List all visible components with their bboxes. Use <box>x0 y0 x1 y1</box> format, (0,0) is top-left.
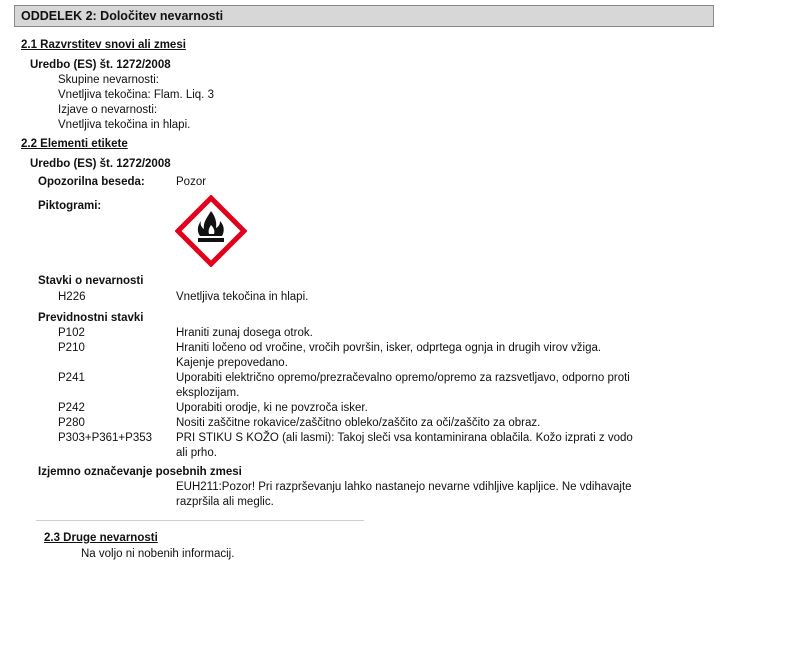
section-2-3-heading: 2.3 Druge nevarnosti <box>44 532 158 544</box>
section-divider <box>36 520 364 521</box>
pictograms-label: Piktogrami: <box>38 200 102 212</box>
precautionary-text: Hraniti ločeno od vročine, vročih površin, isker, odprtega ognja in drugih virov vžiga. <box>176 342 602 354</box>
section-2-2-heading: 2.2 Elementi etikete <box>21 138 128 150</box>
precautionary-code: P303+P361+P353 <box>58 432 153 444</box>
s22-regulation: Uredbo (ES) št. 1272/2008 <box>30 158 171 170</box>
precautionary-heading: Previdnostni stavki <box>38 312 144 324</box>
precautionary-text: Nositi zaščitne rokavice/zaščitno obleko/zaščito za oči/zaščito za obraz. <box>176 417 541 429</box>
section-header: ODDELEK 2: Določitev nevarnosti <box>14 5 714 27</box>
precautionary-text: Uporabiti orodje, ki ne povzroča isker. <box>176 402 368 414</box>
flame-ghs02-icon <box>175 195 247 267</box>
signal-word-label: Opozorilna beseda: <box>38 176 145 188</box>
precautionary-text: ali prho. <box>176 447 217 459</box>
precautionary-code: P210 <box>58 342 85 354</box>
precautionary-code: P241 <box>58 372 85 384</box>
s21-hazard-statement-value: Vnetljiva tekočina in hlapi. <box>58 119 191 131</box>
precautionary-text: Hraniti zunaj dosega otrok. <box>176 327 313 339</box>
s21-hazard-statements-label: Izjave o nevarnosti: <box>58 104 158 116</box>
s21-regulation: Uredbo (ES) št. 1272/2008 <box>30 59 171 71</box>
other-hazards-text: Na voljo ni nobenih informacij. <box>81 548 235 560</box>
hazard-statements-heading: Stavki o nevarnosti <box>38 275 144 287</box>
signal-word-value: Pozor <box>176 176 207 188</box>
precautionary-text: Kajenje prepovedano. <box>176 357 288 369</box>
special-labelling-line: EUH211:Pozor! Pri razprševanju lahko nastanejo nevarne vdihljive kapljice. Ne vdihavajte <box>176 481 632 493</box>
hazard-text: Vnetljiva tekočina in hlapi. <box>176 291 309 303</box>
special-labelling-line: razpršila ali meglic. <box>176 496 274 508</box>
precautionary-code: P280 <box>58 417 85 429</box>
s21-hazard-classes-label: Skupine nevarnosti: <box>58 74 160 86</box>
precautionary-text: PRI STIKU S KOŽO (ali lasmi): Takoj sleči vsa kontaminirana oblačila. Kožo izprati z vodo <box>176 432 633 444</box>
special-labelling-heading: Izjemno označevanje posebnih zmesi <box>38 466 242 478</box>
hazard-code: H226 <box>58 291 86 303</box>
precautionary-text: Uporabiti električno opremo/prezračevalno opremo/opremo za razsvetljavo, odporno proti <box>176 372 630 384</box>
precautionary-code: P102 <box>58 327 85 339</box>
precautionary-code: P242 <box>58 402 85 414</box>
precautionary-text: eksplozijam. <box>176 387 240 399</box>
section-2-1-heading: 2.1 Razvrstitev snovi ali zmesi <box>21 39 186 51</box>
s21-hazard-class-value: Vnetljiva tekočina: Flam. Liq. 3 <box>58 89 214 101</box>
